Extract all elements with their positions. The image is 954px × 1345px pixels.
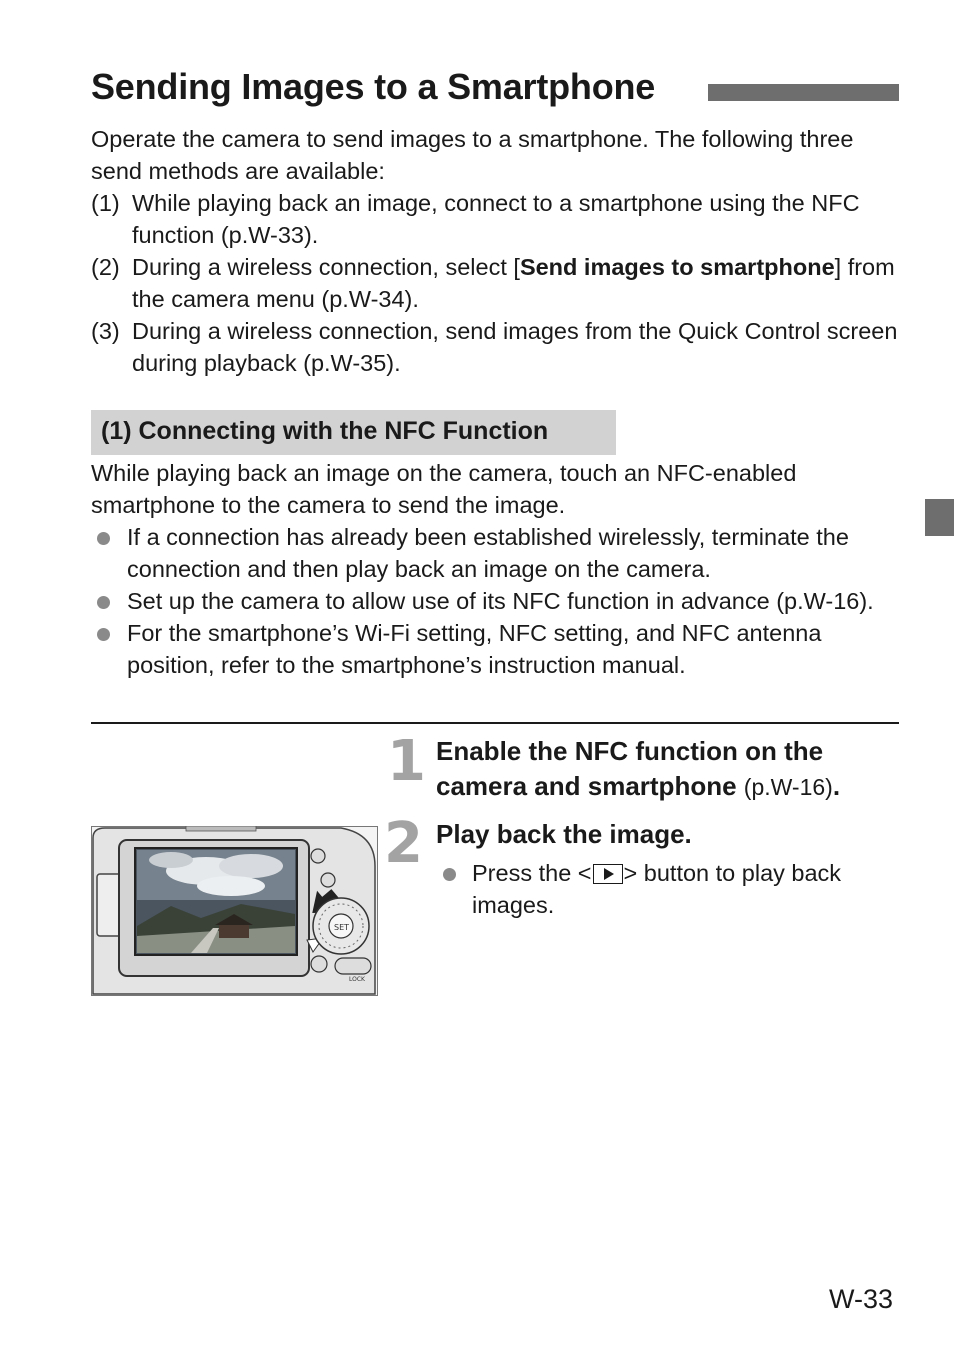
step-2-title: Play back the image. (436, 819, 692, 849)
method-number: (3) (91, 318, 120, 344)
method-item-1 (91, 187, 901, 251)
step-number-1: 1 (387, 729, 426, 794)
bullet-dot-icon (97, 628, 110, 641)
method-text: While playing back an image, connect to a smartphone using the NFC function (p.W-33). (132, 190, 860, 248)
step-1-title (436, 734, 901, 805)
method-text: During a wireless connection, send images from the Quick Control screen during playback (p.W-35). (132, 318, 898, 376)
lock-label: LOCK (349, 976, 365, 983)
bullet-dot-icon (97, 596, 110, 609)
step-1-title-text: Enable the NFC function on the camera and smartphone (436, 736, 824, 801)
bullet-text: For the smartphone’s Wi-Fi setting, NFC setting, and NFC antenna position, refer to the smartphone’s instruction manual. (127, 620, 822, 678)
playback-button-icon (593, 864, 623, 884)
bullet-text: If a connection has already been established wirelessly, terminate the connection and then play back an image on the camera. (127, 524, 849, 582)
step-number-2: 2 (384, 811, 423, 876)
title-row (91, 64, 899, 114)
step-2-bullet-list (436, 857, 896, 921)
step-1-page-ref: (p.W-16) (743, 774, 833, 800)
bullet-dot-icon (443, 868, 456, 881)
method-number: (1) (91, 190, 120, 216)
section-bullet-list (91, 521, 899, 681)
method-item-2 (91, 251, 901, 315)
section-heading-text: (1) Connecting with the NFC Function (101, 417, 549, 445)
section-body: While playing back an image on the camera, touch an NFC-enabled smartphone to the camera to send the image. (91, 460, 797, 518)
bullet-text-pre: Press the < (472, 860, 592, 886)
send-methods-list (91, 187, 901, 379)
menu-item-name: Send images to smartphone (519, 254, 835, 280)
title-decoration-bar (708, 84, 899, 101)
chapter-tab-marker (925, 499, 954, 536)
method-text-pre: During a wireless connection, select [ (132, 254, 520, 280)
section-heading (91, 410, 616, 455)
page-title: Sending Images to a Smartphone (91, 66, 656, 107)
method-item-3 (91, 315, 901, 379)
bullet-item (91, 585, 899, 617)
method-number: (2) (91, 254, 120, 280)
bullet-item (91, 617, 899, 681)
method-text-post: ] from the camera menu (p.W-34). (132, 254, 895, 312)
section-divider (91, 722, 899, 724)
bullet-dot-icon (97, 532, 110, 545)
svg-text:SET: SET (334, 923, 350, 932)
intro-paragraph: Operate the camera to send images to a smartphone. The following three send methods are available: (91, 126, 854, 184)
bullet-text: Set up the camera to allow use of its NFC function in advance (p.W-16). (127, 588, 874, 614)
bullet-item (91, 521, 899, 585)
bullet-item (436, 857, 896, 921)
camera-back-illustration (91, 826, 378, 996)
bullet-text-post: > button to play back images. (472, 860, 842, 918)
page-number: W-33 (829, 1284, 894, 1314)
step-1-end: . (832, 771, 841, 801)
